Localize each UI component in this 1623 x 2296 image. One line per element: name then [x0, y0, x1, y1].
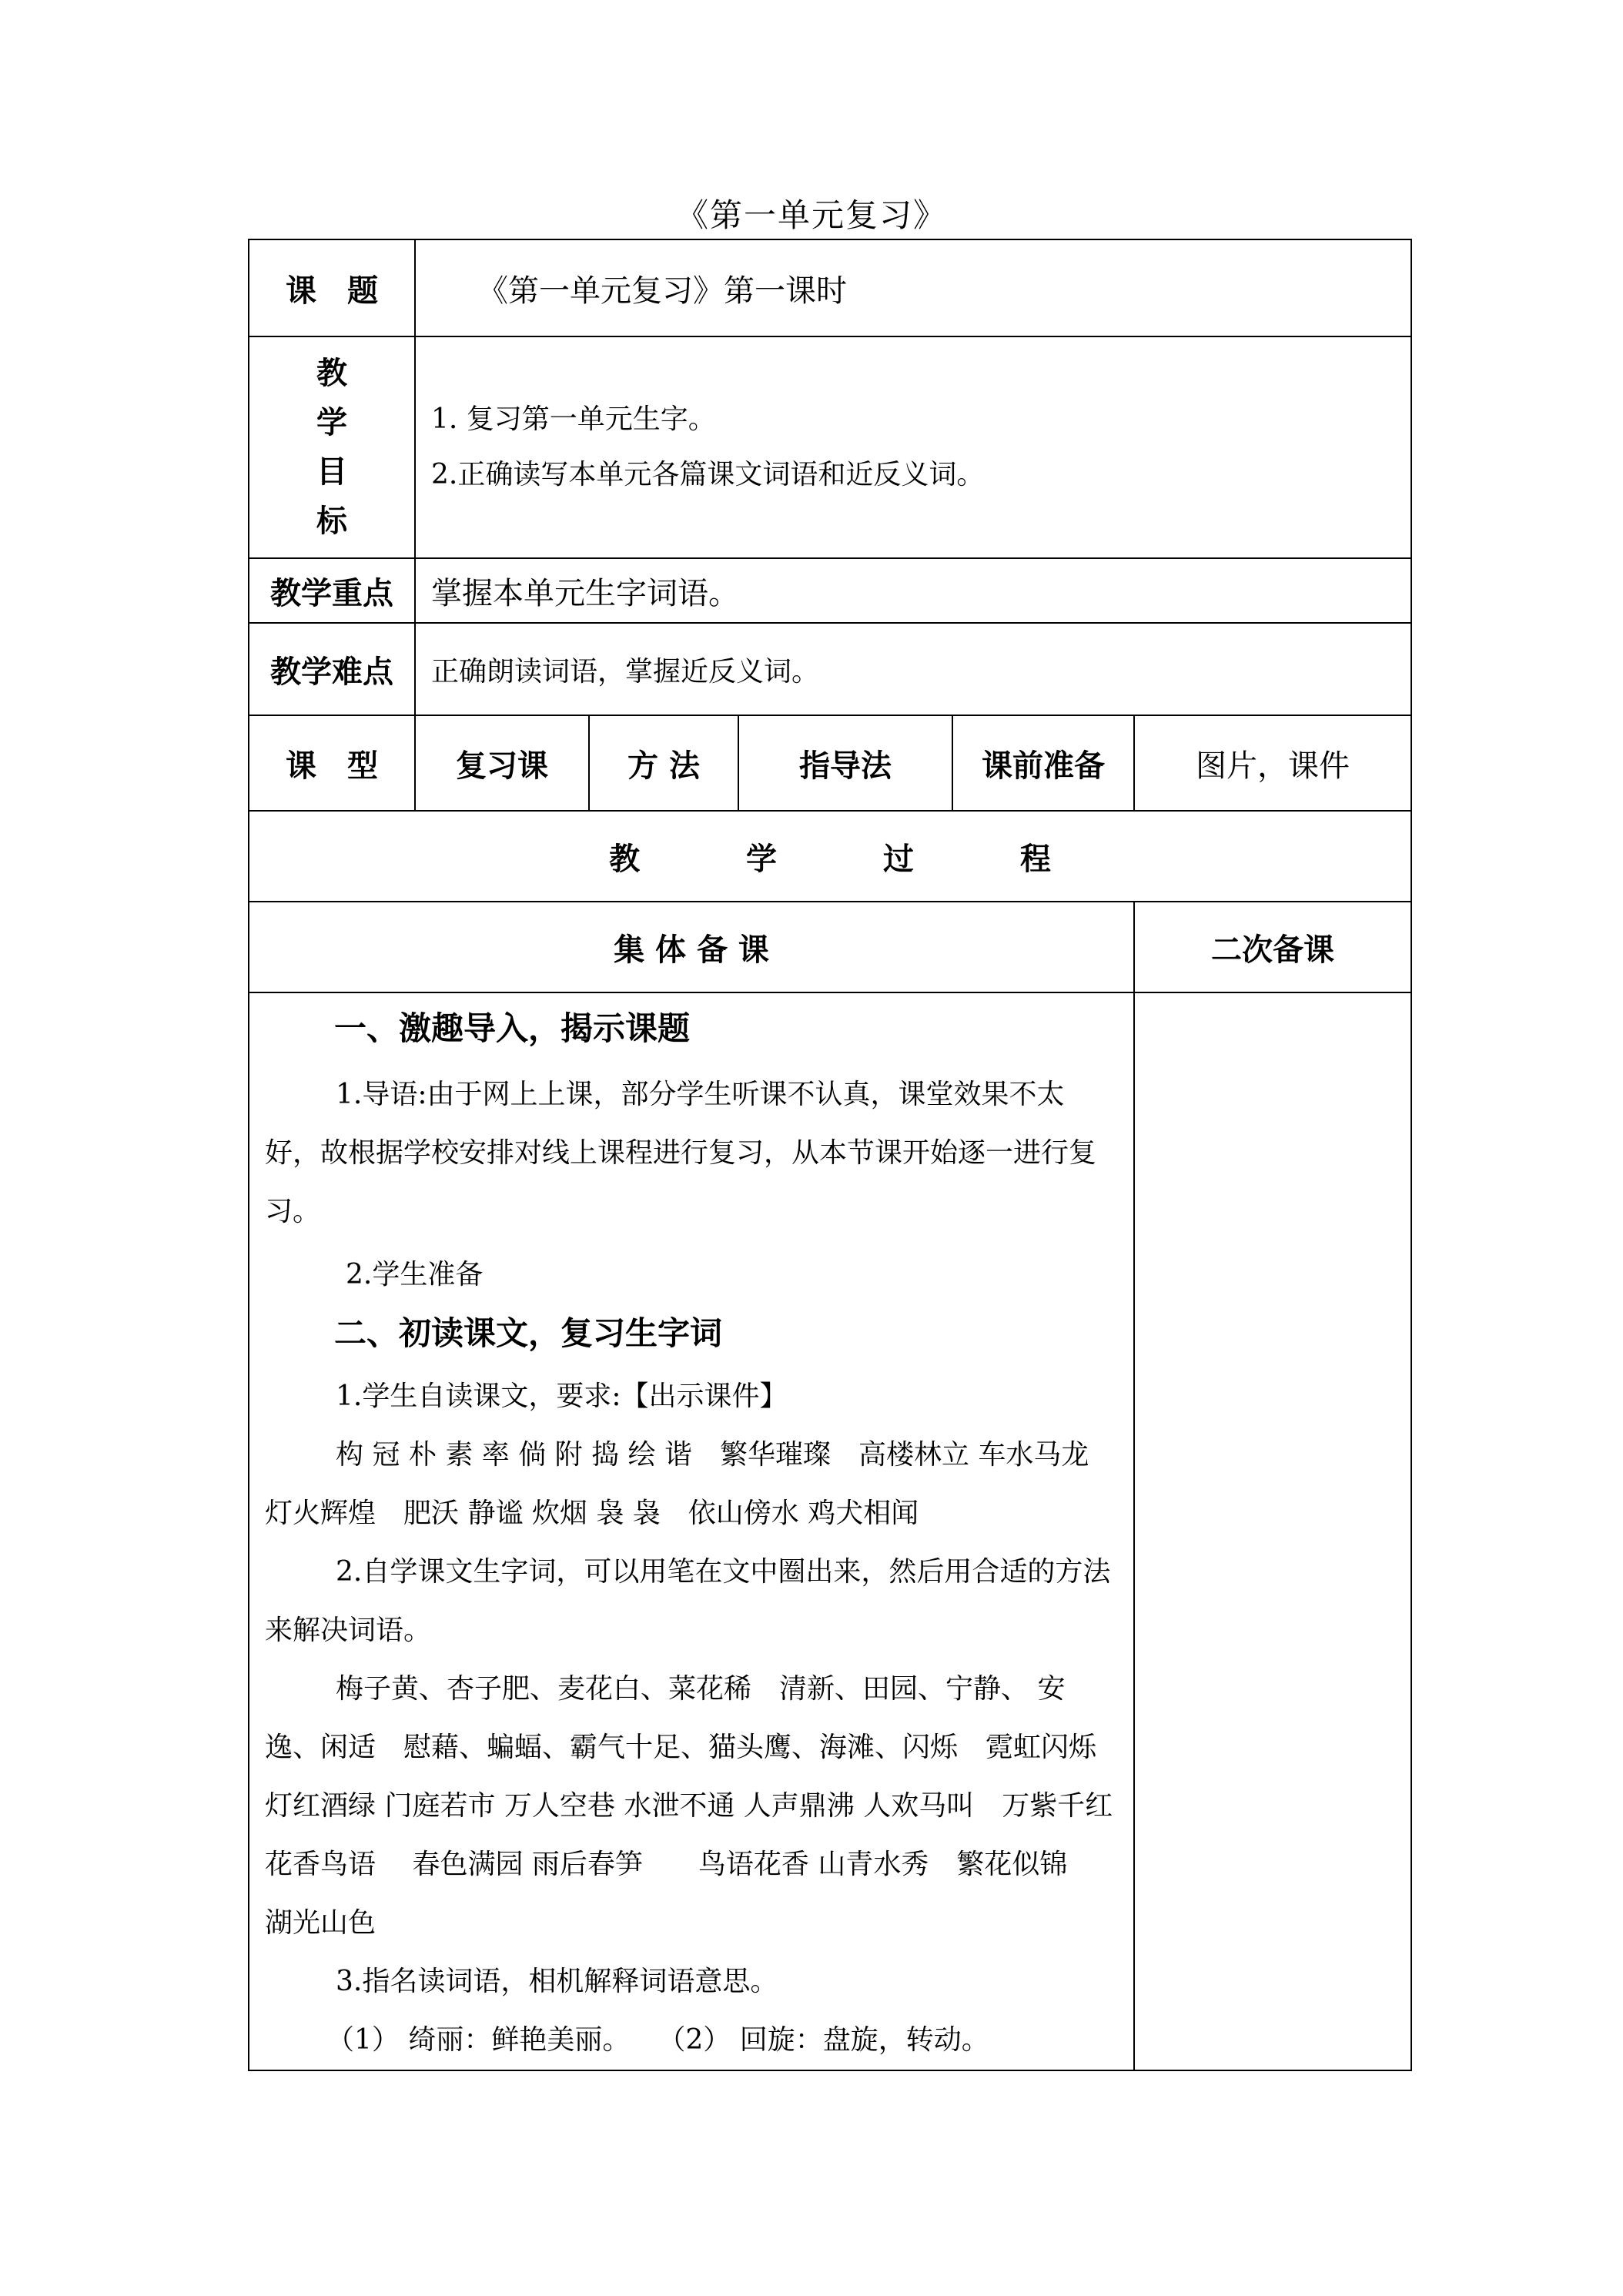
goals-list — [415, 336, 1411, 558]
prep-heading-row — [249, 902, 1411, 992]
key-points-value: 掌握本单元生字词语。 — [415, 558, 1411, 623]
process-heading-row — [249, 811, 1411, 902]
key-points-row — [249, 558, 1411, 623]
method-value: 指导法 — [738, 715, 952, 811]
secondary-heading: 二次备课 — [1134, 902, 1411, 992]
topic-label: 课 题 — [249, 239, 415, 336]
topic-row — [249, 239, 1411, 336]
secondary-notes-cell — [1134, 992, 1411, 2070]
prep-label: 课前准备 — [952, 715, 1134, 811]
word-list: 梅子黄、杏子肥、麦花白、菜花稀 清新、田园、宁静、 安逸、闲适 慰藉、蝙蝠、霸气十足、猫头鹰、海滩、闪烁 霓虹闪烁 灯红酒绿 门庭若市 万人空巷 水泄不通 人声鼎沸 人欢马叫 万紫千红 花香鸟语 春色满园 雨后春笋 鸟语花香 山青水秀 繁花似锦 湖光山色 — [265, 1673, 1113, 1939]
type-row — [249, 715, 1411, 811]
difficulties-label: 教学难点 — [249, 623, 415, 715]
process-heading: 教 学 过 程 — [249, 811, 1411, 902]
lesson-plan-table — [248, 239, 1412, 2071]
type-label: 课 型 — [249, 715, 415, 811]
prep-value: 图片，课件 — [1134, 715, 1411, 811]
goal-item: 1. 复习第一单元生字。 — [431, 403, 716, 435]
method-label: 方 法 — [589, 715, 738, 811]
goal-item: 2.正确读写本单元各篇课文词语和近反义词。 — [431, 459, 985, 490]
definitions: （1） 绮丽：鲜艳美丽。 （2） 回旋：盘旋，转动。 — [326, 2024, 989, 2056]
section1-paragraph: 1.导语:由于网上上课，部分学生听课不认真，课堂效果不太好，故根据学校安排对线上课程进行复习，从本节课开始逐一进行复习。 — [265, 1079, 1097, 1227]
content-row — [249, 992, 1411, 2070]
difficulties-value: 正确朗读词语，掌握近反义词。 — [415, 623, 1411, 715]
type-value: 复习课 — [415, 715, 589, 811]
key-points-label: 教学重点 — [249, 558, 415, 623]
section1-title: 一、激趣导入，揭示课题 — [334, 1009, 691, 1047]
lesson-content — [249, 992, 1134, 2070]
section2-paragraph: 1.学生自读课文，要求:【出示课件】 — [336, 1381, 788, 1412]
word-list: 构 冠 朴 素 率 倘 附 捣 绘 谐 繁华璀璨 高楼林立 车水马龙 灯火辉煌 肥沃 静谧 炊烟 袅 袅 依山傍水 鸡犬相闻 — [265, 1439, 1126, 1529]
topic-value: 《第一单元复习》第一课时 — [415, 239, 1411, 336]
document-title: 《第一单元复习》 — [675, 196, 947, 234]
section2-paragraph: 3.指名读词语，相机解释词语意思。 — [336, 1966, 778, 1997]
section2-paragraph: 2.自学课文生字词，可以用笔在文中圈出来，然后用合适的方法来解决词语。 — [265, 1556, 1111, 1646]
section1-paragraph: 2.学生准备 — [346, 1259, 484, 1290]
difficulties-row — [249, 623, 1411, 715]
goals-label: 教 学 目 标 — [249, 336, 415, 558]
section2-title: 二、初读课文，复习生字词 — [334, 1314, 723, 1352]
collective-heading: 集 体 备 课 — [249, 902, 1134, 992]
goals-row — [249, 336, 1411, 558]
